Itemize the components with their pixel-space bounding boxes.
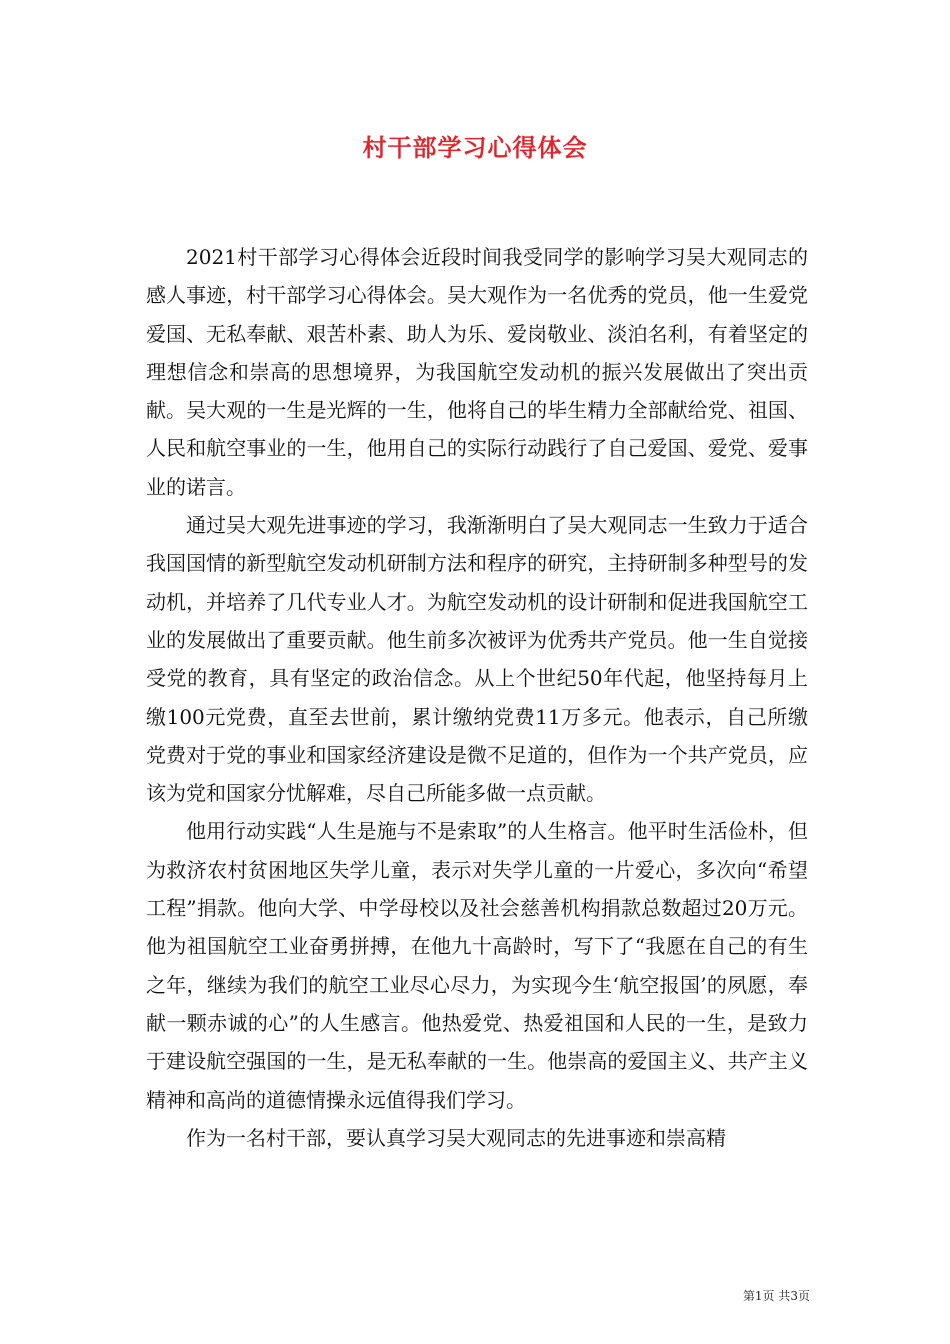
paragraph-4: 作为一名村干部，要认真学习吴大观同志的先进事迹和崇高精 — [186, 1125, 726, 1150]
paragraph-2: 通过吴大观先进事迹的学习，我渐渐明白了吴大观同志一生致力于适合我国国情的新型航空发动机研制方法和程序的研究，主持研制多种型号的发动机，并培养了几代专业人才。为航空发动机的设计研制和促进我国航空工业的发展做出了重要贡献。他生前多次被评为优秀共产党员。他一生自觉接受党的教育，具有坚定的政治信念。从上个世纪50年代起，他坚持每月上缴100元党费，直至去世前，累计缴纳党费11万多元。他表示，自己所缴党费对于党的事业和国家经济建设是微不足道的，但作为一个共产党员，应该为党和国家分忧解难，尽自己所能多做一点贡献。 — [146, 513, 808, 806]
document-title: 村干部学习心得体会 — [362, 133, 588, 162]
document-body — [146, 238, 808, 1157]
paragraph-3: 他用行动实践“人生是施与不是索取”的人生格言。他平时生活俭朴，但为救济农村贫困地区失学儿童，表示对失学儿童的一片爱心，多次向“希望工程”捐款。他向大学、中学母校以及社会慈善机构捐款总数超过20万元。他为祖国航空工业奋勇拼搏，在他九十高龄时，写下了“我愿在自己的有生之年，继续为我们的航空工业尽心尽力，为实现今生‘航空报国’的夙愿，奉献一颗赤诚的心”的人生感言。他热爱党、热爱祖国和人民的一生，是致力于建设航空强国的一生，是无私奉献的一生。他崇高的爱国主义、共产主义精神和高尚的道德情操永远值得我们学习。 — [146, 819, 808, 1112]
page-number: 第1页 共3页 — [742, 1289, 810, 1303]
paragraph-1: 2021村干部学习心得体会近段时间我受同学的影响学习吴大观同志的感人事迹，村干部学习心得体会。吴大观作为一名优秀的党员，他一生爱党爱国、无私奉献、艰苦朴素、助人为乐、爱岗敬业、淡泊名利，有着坚定的理想信念和崇高的思想境界，为我国航空发动机的振兴发展做出了突出贡献。吴大观的一生是光辉的一生，他将自己的毕生精力全部献给党、祖国、人民和航空事业的一生，他用自己的实际行动践行了自己爱国、爱党、爱事业的诺言。 — [146, 245, 808, 499]
